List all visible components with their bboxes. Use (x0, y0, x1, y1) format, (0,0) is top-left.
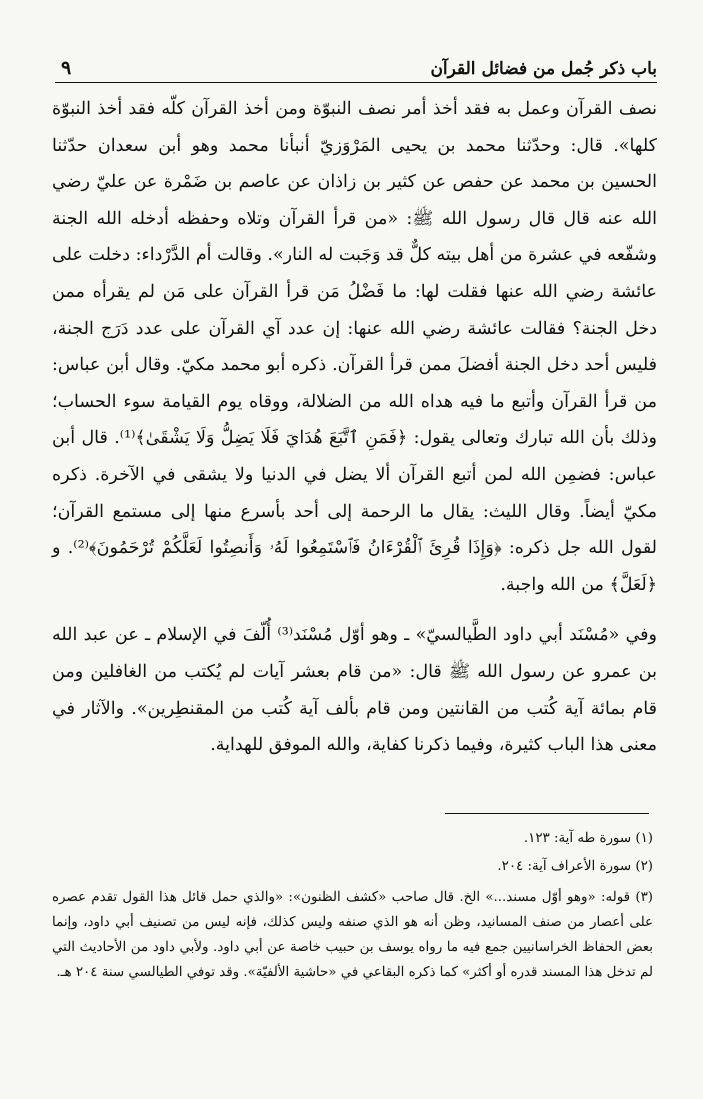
footnote-2: (٢) سورة الأعراف آية: ٢٠٤. (497, 859, 653, 874)
page-number: ٩ (61, 57, 72, 79)
main-text (52, 91, 657, 764)
footnote-separator (445, 813, 649, 814)
running-header (55, 52, 657, 83)
footnote-1: (١) سورة طه آية: ١٢٣. (523, 831, 653, 846)
footnotes (52, 825, 653, 985)
footnote-3: (٣) قوله: «وهو أوّل مسند...» الخ. قال صاحب «كشف الظنون»: «والذي حمل قائل هذا القول تقدم عصره على أعصار من صنف المسانيد، وظن أنه هو الذي صنفه وليس كذلك، فإنه ليس من تصنيف أبي داود، وإنما بعض الحفاظ الخراسانيين جمع فيه ما رواه يوسف بن حبيب خاصة عن أبي داود. ولأبي داود من الأحاديث التي لم تدخل هذا المسند قدره أو أكثر» كما ذكره البقاعي في «حاشية الألفيّة». وقد توفي الطيالسي سنة ٢٠٤ هـ. (52, 890, 653, 980)
paragraph-2: وفي «مُسْنَد أبي داود الطَّيالسيّ» ـ وهو أوّل مُسْنَد⁽³⁾ أُلّفَ في الإسلام ـ عن عبد الله بن عمرو عن رسول الله ﷺ قال: «من قام بعشر آيات لم يُكتب من الغافلين ومن قام بمائة آية كُتب من القانتين ومن قام بألف آية كُتب من المقنطِرين». والآثار في معنى هذا الباب كثيرة، وفيما ذكرنا كفاية، والله الموفق للهداية. (52, 625, 657, 756)
chapter-title: باب ذكر جُمل من فضائل القرآن (430, 59, 657, 79)
paragraph-1: نصف القرآن وعمل به فقد أخذ أمر نصف النبوّة ومن أخذ القرآن كلّه فقد أخذ النبوّة كلها». قال: وحدّثنا محمد بن يحيى المَرْوَزيّ أنبأنا محمد وهو أبن سعدان حدّثنا الحسين بن محمد عن حفص عن كثير بن زاذان عن عاصم بن ضَمْرة عن عليّ رضي الله عنه قال قال رسول الله ﷺ: «من قرأ القرآن وتلاه وحفظه أدخله الله الجنة وشفّعه في عشرة من أهل بيته كلٌّ قد وَجَبت له النار». وقالت أم الدَّرْداء: دخلت على عائشة رضي الله عنها فقلت لها: ما فَضْلُ مَن قرأ القرآن على مَن لم يقرأه ممن دخل الجنة؟ فقالت عائشة رضي الله عنها: إن عدد آي القرآن على عدد دَرَج الجنة، فليس أحد دخل الجنة أفضلَ ممن قرأ القرآن. ذكره أبو محمد مكيّ. وقال أبن عباس: من قرأ القرآن وأتبع ما فيه هداه الله من الضلالة، ووقاه يوم القيامة سوء الحساب؛ وذلك بأن الله تبارك وتعالى يقول: ﴿فَمَنِ ٱتَّبَعَ هُدَايَ فَلَا يَضِلُّ وَلَا يَشْقَىٰ﴾⁽¹⁾. قال أبن عباس: فضمِن الله لمن أتبع القرآن ألا يضل في الدنيا ولا يشقى في الآخرة. ذكره مكيّ أيضاً. وقال الليث: يقال ما الرحمة إلى أحد بأسرع منها إلى مستمع القرآن؛ لقول الله جل ذكره: ﴿وَإِذَا قُرِئَ ٱلْقُرْءَانُ فَٱسْتَمِعُوا لَهُۥ وَأَنصِتُوا لَعَلَّكُمْ تُرْحَمُونَ﴾⁽²⁾. و ﴿لَعَلَّ﴾ من الله واجبة. (52, 99, 658, 595)
